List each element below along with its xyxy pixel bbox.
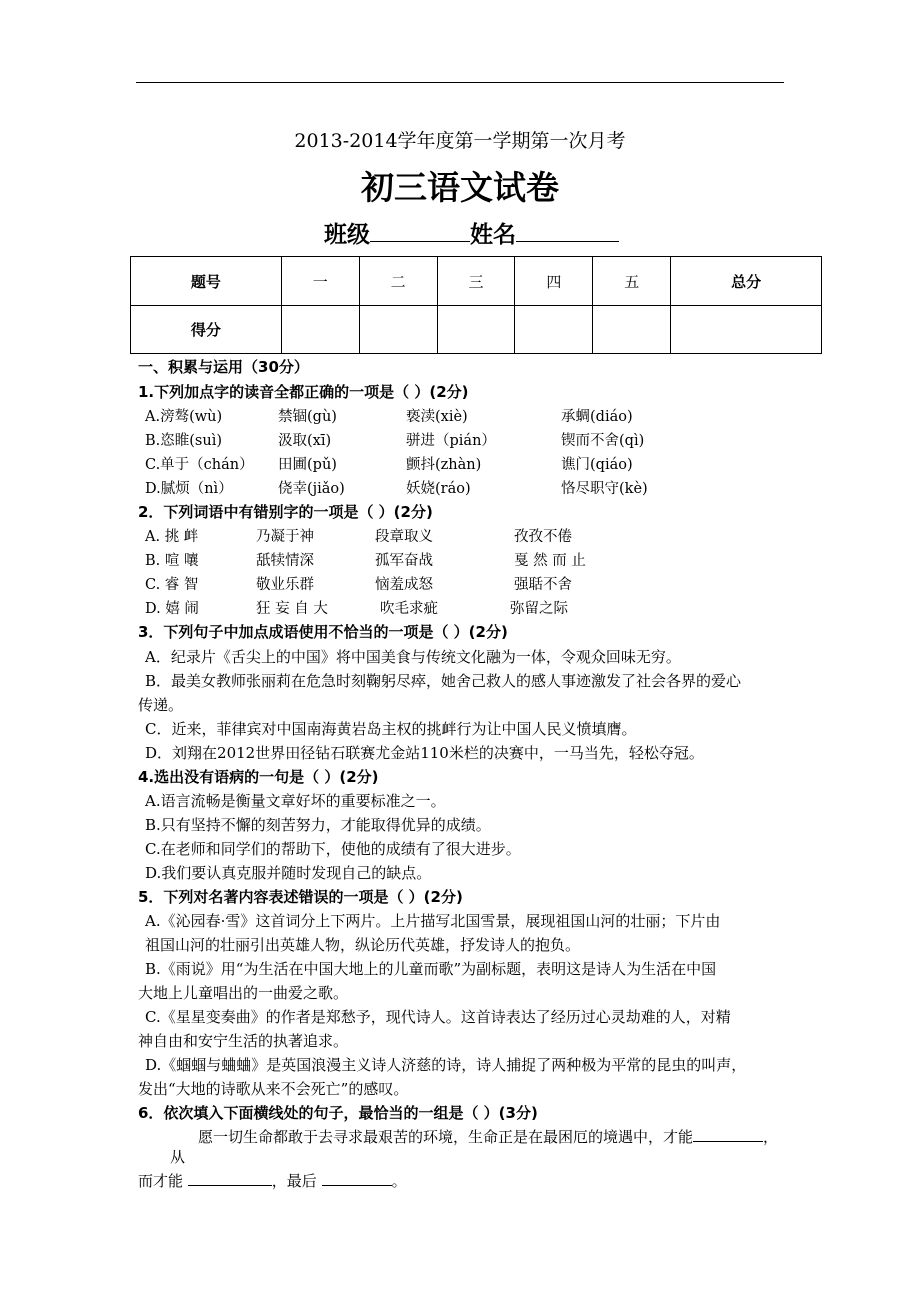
q6-text: 愿一切生命都敢于去寻求最艰苦的环境，生命正是在最困厄的境遇中，才能 [198, 1128, 694, 1146]
score-cell[interactable] [359, 306, 437, 354]
q4-line: B.只有坚持不懈的刻苦努力，才能取得优异的成绩。 [145, 816, 491, 834]
q2-option: 乃凝于神 [256, 529, 314, 545]
q1-option: 汲取(xī) [278, 433, 332, 449]
q6-text: ，最后 [271, 1172, 317, 1190]
question-5-stem: 5．下列对名著内容表述错误的一项是（ ）(2分) [138, 888, 463, 906]
q5-line: A.《沁园春·雪》这首词分上下两片。上片描写北国雪景，展现祖国山河的壮丽；下片由 [145, 912, 721, 930]
question-4-stem: 4.选出没有语病的一句是（ ）(2分) [138, 768, 379, 786]
q2-option: 段章取义 [375, 529, 433, 545]
q1-option: 承蜩(diáo) [561, 409, 633, 425]
q4-line: D.我们要认真克服并随时发现自己的缺点。 [145, 864, 432, 882]
score-cell[interactable] [515, 306, 593, 354]
q5-line: 祖国山河的壮丽引出英雄人物，纵论历代英雄，抒发诗人的抱负。 [145, 936, 581, 954]
q6-text: 。 [391, 1172, 407, 1190]
q3-line: C．近来，菲律宾对中国南海黄岩岛主权的挑衅行为让中国人民义愤填膺。 [145, 720, 637, 738]
q1-option: B.恣睢(suì) [145, 433, 222, 449]
q1-option: 田圃(pǔ) [278, 457, 337, 473]
q1-option: 侥幸(jiǎo) [278, 481, 345, 497]
q1-option: 禁锢(gù) [278, 409, 337, 425]
score-cell[interactable] [671, 306, 822, 354]
score-table [130, 256, 822, 354]
q1-option: A.滂骜(wù) [145, 409, 223, 425]
score-header-cell: 五 [593, 257, 671, 306]
fill-blank[interactable] [693, 1127, 763, 1142]
q1-option: 亵渎(xiè) [406, 409, 468, 425]
score-header-cell: 二 [359, 257, 437, 306]
class-name-line [324, 216, 619, 249]
q1-option: D.腻烦（nì） [145, 481, 233, 497]
q6-line3 [138, 1170, 407, 1191]
q2-option: 吹毛求疵 [380, 601, 438, 617]
q6-line1 [198, 1126, 778, 1147]
q5-line: D.《蝈蝈与蛐蛐》是英国浪漫主义诗人济慈的诗，诗人捕捉了两种极为平常的昆虫的叫声， [145, 1056, 747, 1074]
q5-line: 发出“大地的诗歌从来不会死亡”的感叹。 [138, 1080, 409, 1098]
q2-option: B. 喧 嚷 [145, 553, 199, 569]
q5-line: 大地上儿童唱出的一曲爱之歌。 [138, 984, 349, 1002]
q5-line: 神自由和安宁生活的执著追求。 [138, 1032, 349, 1050]
score-header-cell: 一 [281, 257, 359, 306]
q3-line: A．纪录片《舌尖上的中国》将中国美食与传统文化融为一体，令观众回味无穷。 [145, 648, 681, 666]
q3-line: D．刘翔在2012世界田径钻石联赛尤金站110米栏的决赛中，一马当先，轻松夺冠。 [145, 744, 704, 762]
top-rule [136, 82, 784, 83]
score-header-cell: 总分 [671, 257, 822, 306]
q1-option: 骈进（pián） [406, 433, 496, 449]
question-1-stem: 1.下列加点字的读音全都正确的一项是（ ）(2分) [138, 383, 469, 401]
score-cell[interactable] [593, 306, 671, 354]
score-header-cell: 四 [515, 257, 593, 306]
score-table-header-row [131, 257, 822, 306]
q2-option: 恼羞成怒 [375, 577, 433, 593]
q2-option: A. 挑 衅 [145, 529, 199, 545]
class-label: 班级 [324, 221, 370, 248]
fill-blank[interactable] [322, 1171, 392, 1186]
q1-option: 妖娆(ráo) [406, 481, 471, 497]
fill-blank[interactable] [188, 1171, 272, 1186]
q2-option: 强聒不舍 [514, 577, 572, 593]
score-header-cell: 三 [437, 257, 515, 306]
section-heading: 一、积累与运用（30分） [138, 358, 309, 376]
q3-line: B．最美女教师张丽莉在危急时刻鞠躬尽瘁，她舍己救人的感人事迹激发了社会各界的爱心 [145, 672, 742, 690]
q6-text: ， [763, 1128, 779, 1146]
score-row-label: 得分 [131, 306, 282, 354]
q1-option: 谯门(qiáo) [561, 457, 633, 473]
q1-option: C.单于（chán） [145, 457, 254, 473]
score-table-score-row [131, 306, 822, 354]
q2-option: C. 睿 智 [145, 577, 199, 593]
q2-option: 戛 然 而 止 [514, 553, 586, 569]
q6-line2: 从 [170, 1148, 186, 1166]
score-header-cell: 题号 [131, 257, 282, 306]
q4-line: A.语言流畅是衡量文章好坏的重要标准之一。 [145, 792, 446, 810]
q2-option: 弥留之际 [510, 601, 568, 617]
q1-option: 锲而不舍(qì) [561, 433, 645, 449]
score-cell[interactable] [281, 306, 359, 354]
name-label: 姓名 [470, 221, 516, 248]
q4-line: C.在老师和同学们的帮助下，使他的成绩有了很大进步。 [145, 840, 521, 858]
exam-title: 初三语文试卷 [361, 168, 559, 207]
q2-option: 舐犊情深 [256, 553, 314, 569]
name-field[interactable] [516, 219, 619, 242]
q6-text: 而才能 [138, 1172, 184, 1190]
q1-option: 恪尽职守(kè) [561, 481, 648, 497]
q2-option: 敬业乐群 [256, 577, 314, 593]
exam-subtitle: 2013-2014学年度第一学期第一次月考 [294, 130, 626, 152]
q2-option: 狂 妄 自 大 [256, 601, 328, 617]
class-field[interactable] [370, 219, 470, 242]
q5-line: C.《星星变奏曲》的作者是郑愁予，现代诗人。这首诗表达了经历过心灵劫难的人，对精 [145, 1008, 731, 1026]
score-cell[interactable] [437, 306, 515, 354]
question-6-stem: 6．依次填入下面横线处的句子，最恰当的一组是（ ）(3分) [138, 1104, 538, 1122]
question-3-stem: 3．下列句子中加点成语使用不恰当的一项是（ ）(2分) [138, 623, 508, 641]
q2-option: 孜孜不倦 [514, 529, 572, 545]
q2-option: D. 嬉 闹 [145, 601, 199, 617]
q2-option: 孤军奋战 [375, 553, 433, 569]
question-2-stem: 2．下列词语中有错别字的一项是（ ）(2分) [138, 503, 433, 521]
q1-option: 颤抖(zhàn) [406, 457, 482, 473]
q5-line: B.《雨说》用“为生活在中国大地上的儿童而歌”为副标题，表明这是诗人为生活在中国 [145, 960, 717, 978]
q3-line: 传递。 [138, 696, 184, 714]
